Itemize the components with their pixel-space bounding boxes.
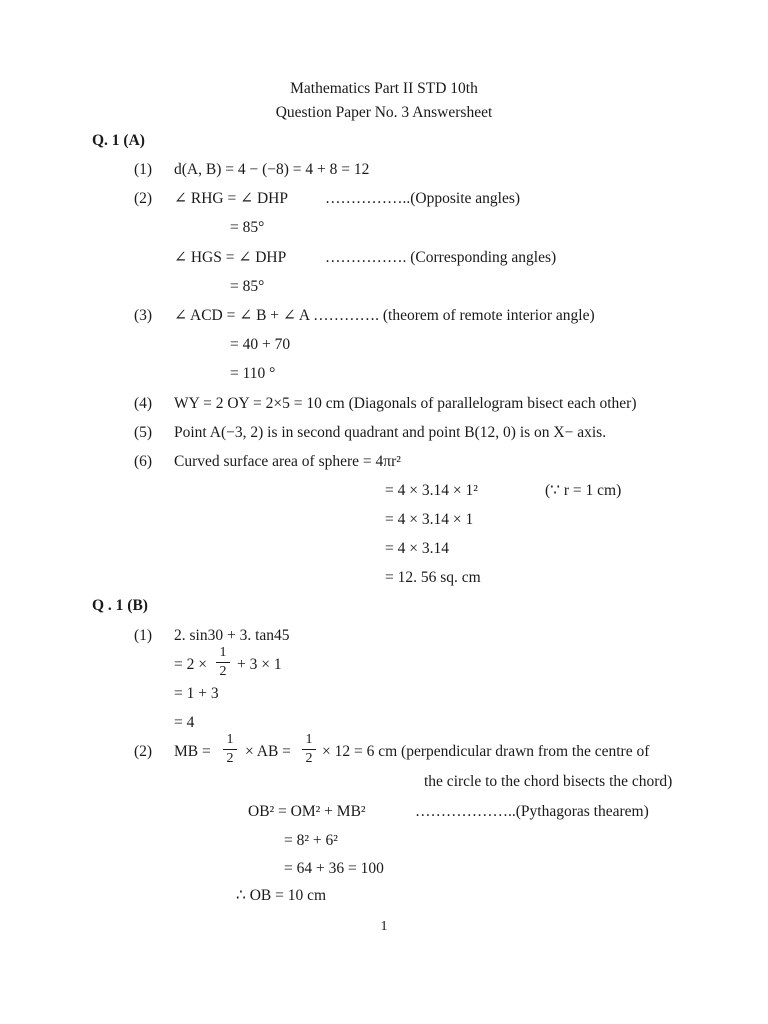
answer-line: 2. sin30 + 3. tan45	[174, 627, 290, 644]
fraction-denominator: 2	[219, 664, 227, 679]
answer-number: (6)	[134, 453, 153, 470]
page-subtitle: Question Paper No. 3 Answersheet	[275, 104, 493, 121]
answer-line: ∠ RHG = ∠ DHP	[174, 190, 288, 207]
answer-line: = 85°	[230, 278, 265, 295]
page-number: 1	[380, 919, 388, 934]
answer-line: + 3 × 1	[237, 656, 282, 673]
answer-number: (5)	[134, 424, 153, 441]
answer-reason: ……………..(Opposite angles)	[325, 190, 521, 207]
fraction-numerator: 1	[226, 732, 234, 747]
answer-line: × 12 = 6 cm (perpendicular drawn from the centre of	[322, 743, 650, 760]
section-heading-q1a: Q. 1 (A)	[92, 132, 145, 149]
fraction-denominator: 2	[226, 751, 234, 766]
answer-line: ∠ HGS = ∠ DHP	[174, 249, 287, 266]
answer-number: (4)	[134, 395, 153, 412]
answer-number: (2)	[134, 743, 153, 760]
answer-line: = 64 + 36 = 100	[284, 860, 384, 877]
answer-line: = 4 × 3.14 × 1²	[385, 482, 478, 499]
answer-line: = 8² + 6²	[284, 832, 338, 849]
answer-number: (1)	[134, 161, 153, 178]
answer-line: MB =	[174, 743, 211, 760]
answer-line: = 4 × 3.14	[385, 540, 449, 557]
fraction-numerator: 1	[219, 645, 227, 660]
answer-line: = 12. 56 sq. cm	[385, 569, 481, 586]
answer-reason: ………………..(Pythagoras thearem)	[415, 803, 649, 820]
answer-note: (∵ r = 1 cm)	[545, 482, 622, 499]
answer-line: = 4	[174, 714, 195, 731]
answer-text: d(A, B) = 4 − (−8) = 4 + 8 = 12	[174, 161, 370, 178]
fraction	[216, 646, 230, 679]
answer-line: × AB =	[245, 743, 291, 760]
answer-line: = 85°	[230, 219, 265, 236]
answer-number: (1)	[134, 627, 153, 644]
section-heading-q1b: Q . 1 (B)	[92, 597, 148, 614]
answer-line: OB² = OM² + MB²	[248, 803, 366, 820]
answer-number: (2)	[134, 190, 153, 207]
answer-text: WY = 2 OY = 2×5 = 10 cm (Diagonals of parallelogram bisect each other)	[174, 395, 637, 412]
page-title: Mathematics Part II STD 10th	[290, 80, 478, 97]
answer-line: = 4 × 3.14 × 1	[385, 511, 474, 528]
fraction	[223, 733, 237, 766]
answer-line: Curved surface area of sphere = 4πr²	[174, 453, 401, 470]
answer-number: (3)	[134, 307, 153, 324]
answer-line: = 2 ×	[174, 656, 207, 673]
fraction-denominator: 2	[305, 751, 313, 766]
answer-reason: ……………. (Corresponding angles)	[325, 249, 557, 266]
answer-line: = 1 + 3	[174, 685, 219, 702]
answer-line: the circle to the chord bisects the chord)	[424, 773, 673, 790]
fraction-bar	[302, 749, 316, 750]
answer-line: = 40 + 70	[230, 336, 291, 353]
answer-text: Point A(−3, 2) is in second quadrant and point B(12, 0) is on X− axis.	[174, 424, 607, 441]
answer-line: = 110 °	[230, 365, 276, 382]
fraction-bar	[216, 662, 230, 663]
answer-line: ∠ ACD = ∠ B + ∠ A …………. (theorem of remote interior angle)	[174, 307, 595, 324]
fraction-numerator: 1	[305, 732, 313, 747]
fraction-bar	[223, 749, 237, 750]
answer-line: ∴ OB = 10 cm	[236, 887, 327, 904]
fraction	[302, 733, 316, 766]
